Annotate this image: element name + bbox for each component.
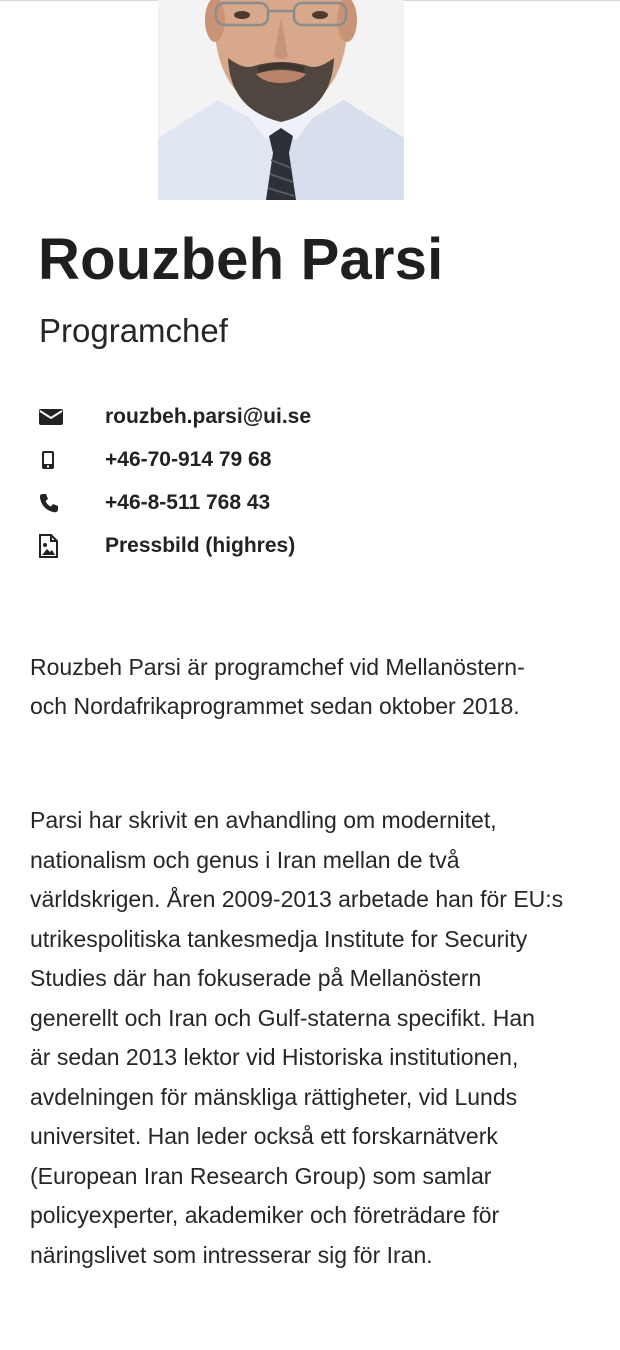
bio-paragraph: Rouzbeh Parsi är programchef vid Mellanöstern- och Nordafrikaprogrammet sedan oktober 2018.: [30, 653, 525, 719]
phone-link[interactable]: +46-8-511 768 43: [105, 490, 271, 514]
image-icon: [38, 531, 68, 561]
mobile-link[interactable]: +46-70-914 79 68: [105, 447, 272, 471]
profile-title: Programchef: [39, 312, 228, 349]
contact-press-image[interactable]: [38, 524, 598, 567]
contact-phone[interactable]: [38, 481, 598, 524]
bio-paragraph: Parsi har skrivit en avhandling om modernitet, nationalism och genus i Iran mellan de två världskrigen. Åren 2009-2013 arbetade han för EU:s utrikespolitiska tankesmedja Institute for Security Studies där han fokuserade på Mellanöstern generellt och Iran och Gulf-staterna specifikt. Han är sedan 2013 lektor vid Historiska institutionen, avdelningen för mänskliga rättigheter, vid Lunds universitet. Han leder också ett forskarnätverk (European Iran Research Group) som samlar policyexperter, akademiker och företrädare för näringslivet som intresserar sig för Iran.: [30, 807, 564, 1268]
portrait-illustration: [158, 0, 404, 200]
email-link[interactable]: rouzbeh.parsi@ui.se: [105, 404, 312, 428]
email-icon: [38, 402, 68, 432]
biography: [30, 608, 600, 1350]
press-image-link[interactable]: Pressbild (highres): [105, 533, 296, 557]
contact-email[interactable]: [38, 395, 598, 438]
phone-icon: [38, 488, 68, 518]
profile-photo: [158, 0, 404, 200]
mobile-phone-icon: [38, 445, 68, 475]
profile-name: Rouzbeh Parsi: [38, 227, 444, 292]
contact-mobile[interactable]: [38, 438, 598, 481]
contact-list: [38, 395, 598, 567]
